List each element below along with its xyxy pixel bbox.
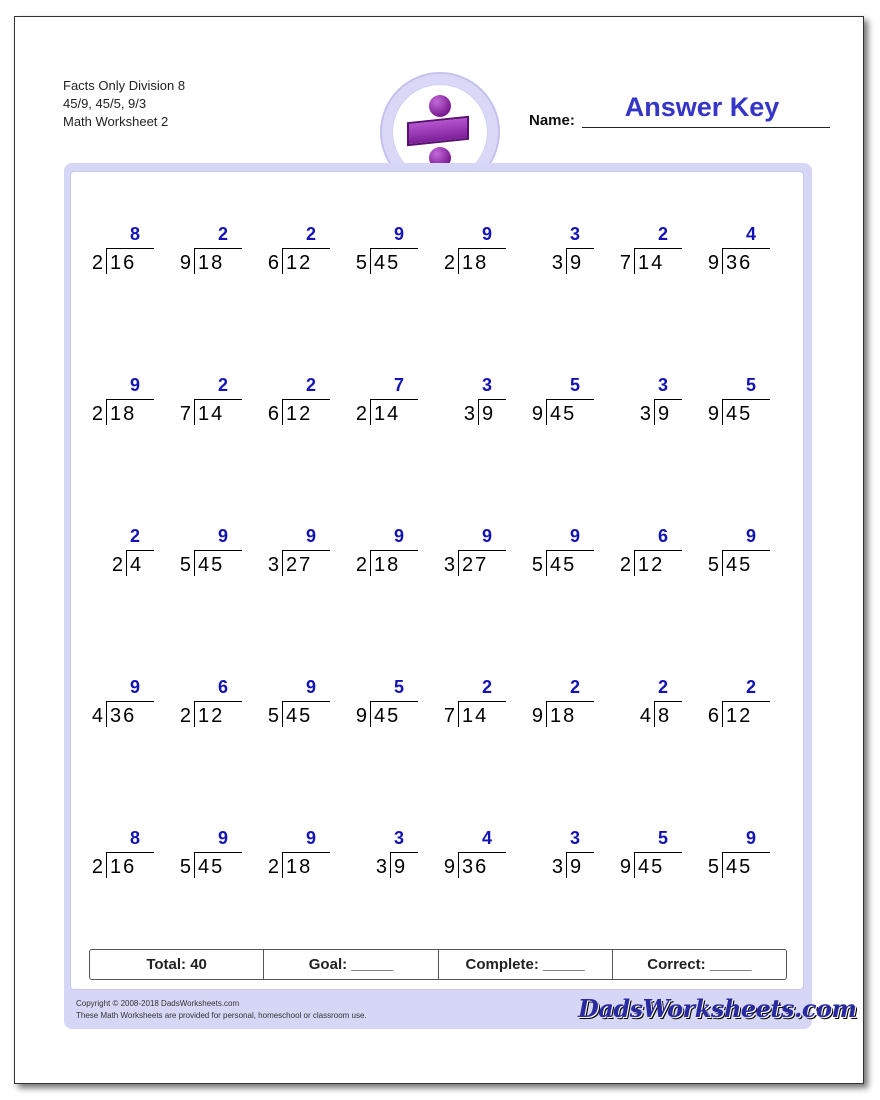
dividend: 16: [110, 252, 137, 274]
divisor: 3: [375, 856, 388, 878]
quotient-answer: 9: [481, 224, 492, 244]
divisor: 5: [267, 705, 280, 727]
divisor: 9: [707, 252, 720, 274]
quotient-answer: 9: [305, 677, 316, 697]
divisor: 2: [267, 856, 280, 878]
division-problem: [176, 828, 242, 884]
division-vinculum: [478, 399, 506, 400]
division-vinculum: [282, 852, 330, 853]
name-field[interactable]: Answer Key: [624, 92, 780, 122]
division-vinculum: [282, 550, 330, 551]
dividend: 12: [638, 554, 665, 576]
dividend: 14: [374, 403, 401, 425]
division-vinculum: [370, 399, 418, 400]
division-problem: [704, 828, 770, 884]
divisor: 9: [443, 856, 456, 878]
division-bracket: [458, 550, 459, 576]
division-problem: [88, 224, 154, 280]
division-problem: [704, 677, 770, 733]
quotient-answer: 8: [129, 224, 140, 244]
division-vinculum: [634, 550, 682, 551]
division-vinculum: [546, 399, 594, 400]
divisor: 2: [355, 554, 368, 576]
division-bracket: [458, 701, 459, 727]
name-label: Name:: [529, 112, 575, 129]
division-vinculum: [566, 852, 594, 853]
division-bracket: [546, 550, 547, 576]
division-vinculum: [634, 852, 682, 853]
division-vinculum: [458, 248, 506, 249]
dividend: 12: [726, 705, 753, 727]
division-bar: [407, 116, 469, 147]
division-bracket: [722, 399, 723, 425]
division-problem: [264, 224, 330, 280]
division-vinculum: [390, 852, 418, 853]
divisor: 5: [179, 554, 192, 576]
dividend: 18: [110, 403, 137, 425]
division-problem: [704, 375, 770, 431]
division-vinculum: [458, 701, 506, 702]
division-vinculum: [546, 550, 594, 551]
quotient-answer: 2: [657, 677, 668, 697]
dividend: 9: [482, 403, 496, 425]
division-vinculum: [370, 248, 418, 249]
division-problem: [440, 828, 506, 884]
division-dot-top: [429, 95, 451, 117]
division-vinculum: [194, 550, 242, 551]
dividend: 45: [286, 705, 313, 727]
division-problem: [88, 526, 154, 582]
dividend: 36: [726, 252, 753, 274]
division-bracket: [370, 399, 371, 425]
dividend: 45: [726, 856, 753, 878]
division-problem: [704, 526, 770, 582]
division-vinculum: [722, 852, 770, 853]
dividend: 36: [110, 705, 137, 727]
division-problem: [264, 828, 330, 884]
division-bracket: [654, 399, 655, 425]
dividend: 45: [550, 403, 577, 425]
divisor: 5: [179, 856, 192, 878]
division-bracket: [370, 701, 371, 727]
division-bracket: [566, 248, 567, 274]
division-bracket: [126, 550, 127, 576]
quotient-answer: 3: [393, 828, 404, 848]
division-bracket: [458, 248, 459, 274]
divisor: 6: [267, 403, 280, 425]
division-problem: [528, 224, 594, 280]
goal-field[interactable]: Goal: _____: [264, 950, 438, 979]
worksheet-number: Math Worksheet 2: [63, 114, 169, 129]
division-problem: [352, 375, 418, 431]
quotient-answer: 4: [745, 224, 756, 244]
division-bracket: [654, 701, 655, 727]
quotient-answer: 2: [129, 526, 140, 546]
divisor: 3: [463, 403, 476, 425]
quotient-answer: 9: [393, 224, 404, 244]
division-vinculum: [458, 852, 506, 853]
worksheet-facts: 45/9, 45/5, 9/3: [63, 96, 147, 111]
division-problem: [352, 224, 418, 280]
division-vinculum: [458, 550, 506, 551]
divisor: 2: [619, 554, 632, 576]
division-problem: [88, 677, 154, 733]
division-problem: [352, 828, 418, 884]
division-bracket: [194, 852, 195, 878]
division-vinculum: [634, 248, 682, 249]
divisor: 9: [531, 705, 544, 727]
division-bracket: [390, 852, 391, 878]
divisor: 4: [91, 705, 104, 727]
total-count: Total: 40: [90, 950, 264, 979]
divisor: 7: [179, 403, 192, 425]
dividend: 9: [570, 856, 584, 878]
division-vinculum: [722, 399, 770, 400]
dividend: 9: [658, 403, 672, 425]
divisor: 3: [551, 856, 564, 878]
division-problem: [88, 828, 154, 884]
divisor: 3: [267, 554, 280, 576]
division-vinculum: [194, 248, 242, 249]
division-bracket: [722, 852, 723, 878]
divisor: 2: [91, 252, 104, 274]
division-bracket: [194, 248, 195, 274]
division-bracket: [282, 248, 283, 274]
divisor: 9: [531, 403, 544, 425]
dividend: 45: [374, 252, 401, 274]
dividend: 14: [462, 705, 489, 727]
division-problem: [176, 375, 242, 431]
division-bracket: [106, 248, 107, 274]
quotient-answer: 3: [569, 224, 580, 244]
copyright-notice: [76, 998, 367, 1022]
dividend: 27: [462, 554, 489, 576]
division-bracket: [478, 399, 479, 425]
division-problem: [440, 677, 506, 733]
dividend: 45: [726, 554, 753, 576]
quotient-answer: 2: [217, 224, 228, 244]
divisor: 3: [443, 554, 456, 576]
division-bracket: [194, 399, 195, 425]
divisor: 9: [355, 705, 368, 727]
quotient-answer: 9: [305, 526, 316, 546]
dividend: 16: [110, 856, 137, 878]
dividend: 45: [550, 554, 577, 576]
division-problem: [616, 828, 682, 884]
quotient-answer: 9: [745, 526, 756, 546]
division-vinculum: [106, 399, 154, 400]
quotient-answer: 9: [569, 526, 580, 546]
quotient-answer: 9: [129, 677, 140, 697]
dividend: 45: [198, 856, 225, 878]
quotient-answer: 5: [657, 828, 668, 848]
division-vinculum: [194, 399, 242, 400]
division-problem: [616, 375, 682, 431]
division-bracket: [282, 852, 283, 878]
division-vinculum: [722, 550, 770, 551]
dividend: 8: [658, 705, 672, 727]
division-problem: [264, 677, 330, 733]
division-bracket: [106, 852, 107, 878]
division-vinculum: [282, 399, 330, 400]
dividend: 36: [462, 856, 489, 878]
divisor: 5: [531, 554, 544, 576]
divisor: 6: [267, 252, 280, 274]
division-problem: [352, 677, 418, 733]
quotient-answer: 5: [745, 375, 756, 395]
dividend: 18: [462, 252, 489, 274]
dividend: 12: [198, 705, 225, 727]
division-vinculum: [654, 701, 682, 702]
division-vinculum: [370, 701, 418, 702]
dividend: 14: [638, 252, 665, 274]
dividend: 45: [198, 554, 225, 576]
division-vinculum: [546, 701, 594, 702]
dividend: 18: [550, 705, 577, 727]
quotient-answer: 3: [657, 375, 668, 395]
division-bracket: [546, 399, 547, 425]
dividend: 27: [286, 554, 313, 576]
divisor: 9: [707, 403, 720, 425]
quotient-answer: 9: [305, 828, 316, 848]
division-bracket: [282, 399, 283, 425]
worksheet-title: Facts Only Division 8: [63, 78, 186, 93]
division-vinculum: [566, 248, 594, 249]
dividend: 4: [130, 554, 144, 576]
division-problem: [88, 375, 154, 431]
division-bracket: [106, 701, 107, 727]
division-bracket: [282, 701, 283, 727]
quotient-answer: 3: [569, 828, 580, 848]
division-problem: [528, 677, 594, 733]
divisor: 3: [639, 403, 652, 425]
division-vinculum: [106, 701, 154, 702]
divisor: 3: [551, 252, 564, 274]
quotient-answer: 5: [393, 677, 404, 697]
quotient-answer: 8: [129, 828, 140, 848]
division-vinculum: [722, 248, 770, 249]
divisor: 2: [111, 554, 124, 576]
division-vinculum: [370, 550, 418, 551]
division-vinculum: [106, 852, 154, 853]
division-bracket: [194, 701, 195, 727]
divisor: 2: [355, 403, 368, 425]
quotient-answer: 6: [217, 677, 228, 697]
quotient-answer: 9: [481, 526, 492, 546]
quotient-answer: 2: [305, 224, 316, 244]
division-bracket: [194, 550, 195, 576]
correct-field[interactable]: Correct: _____: [647, 956, 752, 973]
divisor: 9: [179, 252, 192, 274]
quotient-answer: 9: [217, 526, 228, 546]
quotient-answer: 7: [393, 375, 404, 395]
division-problem: [440, 224, 506, 280]
copyright-line: Copyright © 2008-2018 DadsWorksheets.com: [76, 999, 240, 1008]
division-vinculum: [126, 550, 154, 551]
divisor: 7: [443, 705, 456, 727]
division-problem: [440, 375, 506, 431]
quotient-answer: 9: [129, 375, 140, 395]
divisor: 2: [91, 856, 104, 878]
division-vinculum: [282, 248, 330, 249]
quotient-answer: 2: [657, 224, 668, 244]
division-problem: [176, 677, 242, 733]
dividend: 14: [198, 403, 225, 425]
quotient-answer: 2: [481, 677, 492, 697]
divisor: 2: [91, 403, 104, 425]
dividend: 12: [286, 403, 313, 425]
quotient-answer: 4: [481, 828, 492, 848]
divisor: 5: [707, 554, 720, 576]
division-vinculum: [194, 852, 242, 853]
division-bracket: [634, 852, 635, 878]
divisor: 9: [619, 856, 632, 878]
division-bracket: [634, 550, 635, 576]
dividend: 45: [726, 403, 753, 425]
division-bracket: [634, 248, 635, 274]
divisor: 5: [355, 252, 368, 274]
divisor: 2: [443, 252, 456, 274]
quotient-answer: 2: [217, 375, 228, 395]
divisor: 2: [179, 705, 192, 727]
division-problem: [528, 828, 594, 884]
divisor: 6: [707, 705, 720, 727]
division-bracket: [106, 399, 107, 425]
division-vinculum: [654, 399, 682, 400]
dividend: 45: [374, 705, 401, 727]
division-bracket: [546, 701, 547, 727]
division-vinculum: [106, 248, 154, 249]
quotient-answer: 3: [481, 375, 492, 395]
division-problem: [264, 526, 330, 582]
name-line: [582, 127, 830, 128]
quotient-answer: 2: [569, 677, 580, 697]
division-bracket: [282, 550, 283, 576]
division-problem: [528, 375, 594, 431]
divisor: 5: [707, 856, 720, 878]
divisor: 7: [619, 252, 632, 274]
dividend: 9: [394, 856, 408, 878]
division-problem: [352, 526, 418, 582]
division-problem: [528, 526, 594, 582]
dividend: 18: [286, 856, 313, 878]
brand-logo[interactable]: DadsWorksheets.com: [578, 994, 857, 1023]
dividend: 18: [198, 252, 225, 274]
dividend: 45: [638, 856, 665, 878]
quotient-answer: 2: [745, 677, 756, 697]
quotient-answer: 9: [393, 526, 404, 546]
division-problem: [616, 677, 682, 733]
division-vinculum: [194, 701, 242, 702]
division-problem: [704, 224, 770, 280]
division-problem: [176, 224, 242, 280]
quotient-answer: 9: [217, 828, 228, 848]
division-problem: [264, 375, 330, 431]
division-bracket: [722, 248, 723, 274]
division-bracket: [722, 550, 723, 576]
division-bracket: [722, 701, 723, 727]
division-vinculum: [282, 701, 330, 702]
division-problem: [176, 526, 242, 582]
division-bracket: [370, 248, 371, 274]
divisor: 4: [639, 705, 652, 727]
usage-line: These Math Worksheets are provided for personal, homeschool or classroom use.: [76, 1011, 367, 1020]
division-vinculum: [722, 701, 770, 702]
quotient-answer: 9: [745, 828, 756, 848]
division-bracket: [566, 852, 567, 878]
quotient-answer: 5: [569, 375, 580, 395]
division-problem: [440, 526, 506, 582]
dividend: 18: [374, 554, 401, 576]
quotient-answer: 2: [305, 375, 316, 395]
division-problem: [616, 224, 682, 280]
division-bracket: [370, 550, 371, 576]
score-summary: [89, 949, 787, 980]
complete-field[interactable]: Complete: _____: [439, 950, 613, 979]
dividend: 12: [286, 252, 313, 274]
quotient-answer: 6: [657, 526, 668, 546]
division-problem: [616, 526, 682, 582]
worksheet-header: [63, 77, 185, 131]
division-bracket: [458, 852, 459, 878]
dividend: 9: [570, 252, 584, 274]
